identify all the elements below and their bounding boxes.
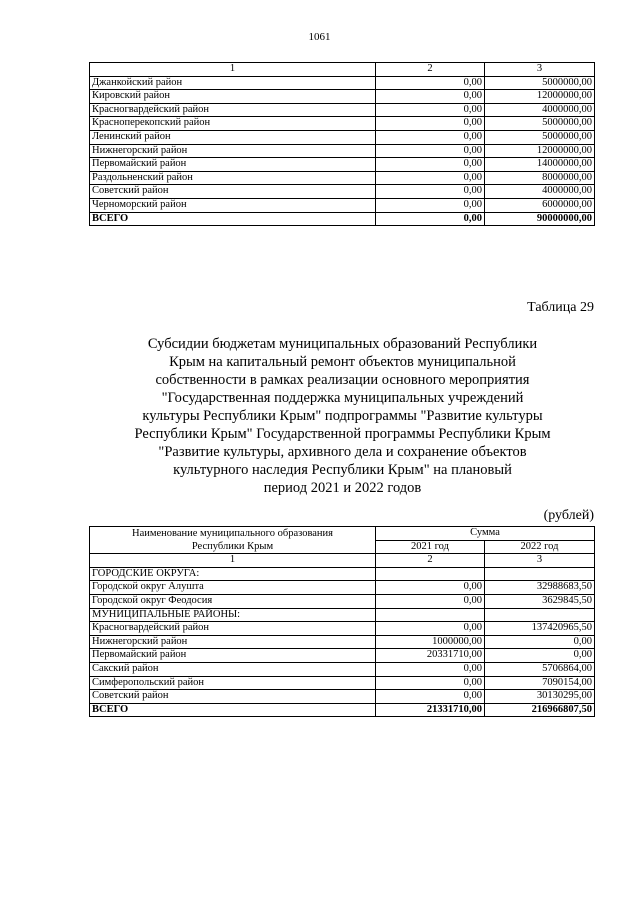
amount-cell: 0,00	[376, 662, 485, 676]
table-row	[90, 690, 595, 704]
amount-cell: 0,00	[376, 690, 485, 704]
amount-cell: 6000000,00	[485, 198, 595, 212]
section-title: МУНИЦИПАЛЬНЫЕ РАЙОНЫ:	[90, 608, 376, 622]
amount-cell: 0,00	[376, 622, 485, 636]
column-number: 1	[90, 63, 376, 77]
section-row	[90, 567, 595, 581]
column-number-row	[90, 554, 595, 568]
municipality-name: Городской округ Алушта	[90, 581, 376, 595]
column-number: 2	[376, 554, 485, 568]
table-row	[90, 144, 595, 158]
amount-cell: 0,00	[376, 581, 485, 595]
municipality-name: Сакский район	[90, 662, 376, 676]
amount-cell: 0,00	[485, 649, 595, 663]
column-number: 1	[90, 554, 376, 568]
amount-cell: 8000000,00	[485, 171, 595, 185]
table-row	[90, 198, 595, 212]
amount-cell: 14000000,00	[485, 158, 595, 172]
table-row	[90, 635, 595, 649]
table-row	[90, 103, 595, 117]
table-row	[90, 90, 595, 104]
title-line: Субсидии бюджетам муниципальных образований Республики	[147, 336, 538, 352]
header-municipality-line: Республики Крым	[191, 541, 274, 553]
municipality-name: Черноморский район	[90, 198, 376, 212]
section-title: ГОРОДСКИЕ ОКРУГА:	[90, 567, 376, 581]
municipality-name: Нижнегорский район	[90, 144, 376, 158]
table-row	[90, 171, 595, 185]
title-line: культурного наследия Республики Крым" на плановый	[173, 462, 512, 478]
amount-cell: 0,00	[376, 158, 485, 172]
total-label: ВСЕГО	[90, 212, 376, 226]
amount-cell: 0,00	[376, 76, 485, 90]
total-amount: 90000000,00	[485, 212, 595, 226]
title-line: "Государственная поддержка муниципальных учреждений	[161, 390, 524, 406]
amount-cell: 4000000,00	[485, 103, 595, 117]
municipality-name: Советский район	[90, 185, 376, 199]
amount-cell: 7090154,00	[485, 676, 595, 690]
title-line: собственности в рамках реализации основного мероприятия	[155, 372, 530, 388]
amount-cell: 3629845,50	[485, 594, 595, 608]
municipality-name: Красногвардейский район	[90, 622, 376, 636]
amount-cell: 32988683,50	[485, 581, 595, 595]
title-line: культуры Республики Крым" подпрограммы "Развитие культуры	[142, 408, 543, 424]
amount-cell: 0,00	[376, 130, 485, 144]
column-number-row	[90, 63, 595, 77]
amount-cell: 5000000,00	[485, 76, 595, 90]
regions-subsidy-table-continued	[89, 62, 595, 226]
header-year: 2021 год	[376, 540, 485, 554]
amount-cell: 0,00	[376, 676, 485, 690]
amount-cell: 1000000,00	[376, 635, 485, 649]
total-row	[90, 703, 595, 717]
title-line: период 2021 и 2022 годов	[263, 480, 422, 496]
total-amount: 216966807,50	[485, 703, 595, 717]
municipality-name: Симферопольский район	[90, 676, 376, 690]
amount-cell: 137420965,50	[485, 622, 595, 636]
capital-repair-subsidy-table	[89, 526, 595, 717]
total-row	[90, 212, 595, 226]
table-row	[90, 581, 595, 595]
table-row	[90, 649, 595, 663]
municipality-name: Раздольненский район	[90, 171, 376, 185]
page-number: 1061	[308, 31, 331, 43]
table-caption: Таблица 29	[527, 300, 594, 315]
municipality-name: Нижнегорский район	[90, 635, 376, 649]
municipality-name: Красноперекопский район	[90, 117, 376, 131]
header-municipality-line: Наименование муниципального образования	[132, 528, 333, 540]
table-row	[90, 76, 595, 90]
amount-cell: 20331710,00	[376, 649, 485, 663]
table-row	[90, 594, 595, 608]
column-number: 2	[376, 63, 485, 77]
amount-cell: 0,00	[376, 594, 485, 608]
amount-cell: 0,00	[376, 144, 485, 158]
table-row	[90, 117, 595, 131]
table-row	[90, 662, 595, 676]
header-row	[90, 527, 595, 541]
amount-cell: 0,00	[376, 171, 485, 185]
municipality-name: Ленинский район	[90, 130, 376, 144]
title-line: Республики Крым" Государственной программы Республики Крым	[134, 426, 551, 442]
table-row	[90, 622, 595, 636]
amount-cell: 5706864,00	[485, 662, 595, 676]
title-line: Крым на капитальный ремонт объектов муниципальной	[169, 354, 516, 370]
amount-cell: 5000000,00	[485, 130, 595, 144]
table-row	[90, 676, 595, 690]
column-number: 3	[485, 63, 595, 77]
column-number: 3	[485, 554, 595, 568]
header-sum: Сумма	[376, 527, 595, 541]
amount-cell: 0,00	[376, 185, 485, 199]
municipality-name: Кировский район	[90, 90, 376, 104]
section-row	[90, 608, 595, 622]
municipality-name: Красногвардейский район	[90, 103, 376, 117]
municipality-name: Джанкойский район	[90, 76, 376, 90]
municipality-name: Первомайский район	[90, 158, 376, 172]
amount-cell: 12000000,00	[485, 90, 595, 104]
municipality-name: Первомайский район	[90, 649, 376, 663]
amount-cell: 30130295,00	[485, 690, 595, 704]
table-row	[90, 130, 595, 144]
amount-cell: 4000000,00	[485, 185, 595, 199]
municipality-name: Советский район	[90, 690, 376, 704]
amount-cell: 0,00	[376, 90, 485, 104]
amount-cell: 0,00	[376, 103, 485, 117]
amount-cell: 5000000,00	[485, 117, 595, 131]
total-label: ВСЕГО	[90, 703, 376, 717]
table-title	[90, 335, 595, 497]
table-row	[90, 185, 595, 199]
amount-cell: 12000000,00	[485, 144, 595, 158]
amount-cell: 0,00	[485, 635, 595, 649]
header-municipality	[90, 527, 376, 554]
table-row	[90, 158, 595, 172]
header-year: 2022 год	[485, 540, 595, 554]
units-label: (рублей)	[543, 508, 594, 523]
municipality-name: Городской округ Феодосия	[90, 594, 376, 608]
amount-cell: 0,00	[376, 117, 485, 131]
total-amount: 0,00	[376, 212, 485, 226]
title-line: "Развитие культуры, архивного дела и сохранение объектов	[158, 444, 527, 460]
total-amount: 21331710,00	[376, 703, 485, 717]
amount-cell: 0,00	[376, 198, 485, 212]
